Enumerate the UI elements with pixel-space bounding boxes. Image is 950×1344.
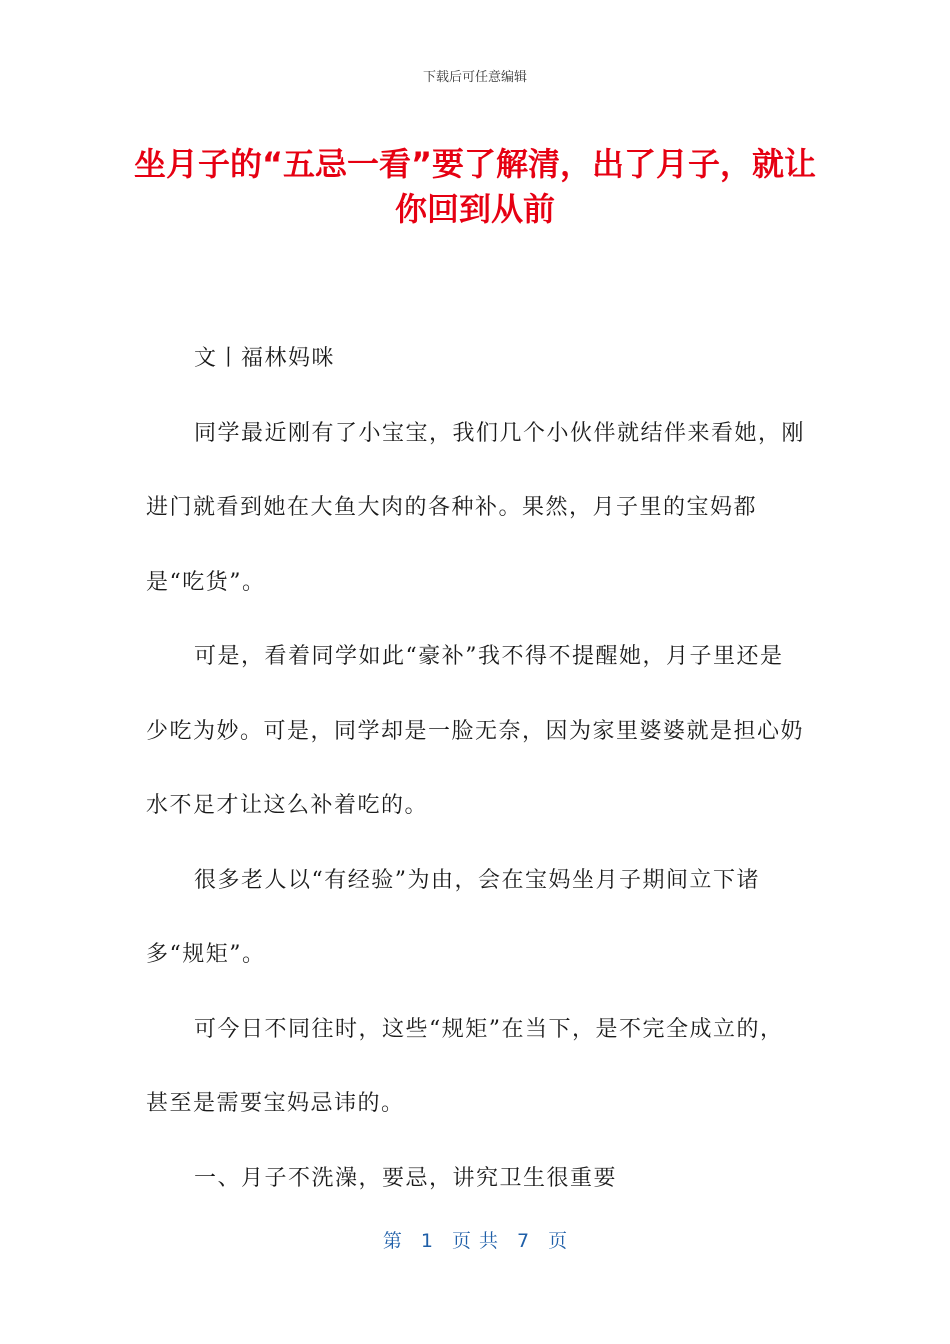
section-heading-1: 一、月子不洗澡，要忌，讲究卫生很重要 (194, 1165, 618, 1191)
document-title: 坐月子的“五忌一看”要了解清，出了月子，就让你回到从前 (133, 145, 817, 228)
page-number: 第 1 页 共 7 页 (382, 1230, 568, 1252)
paragraph-1: 同学最近刚有了小宝宝，我们几个小伙伴就结伴来看她，刚进门就看到她在大鱼大肉的各种补。果然，月子里的宝妈都是“吃货”。 (146, 420, 806, 595)
paragraph-3: 很多老人以“有经验”为由，会在宝妈坐月子期间立下诸多“规矩”。 (146, 867, 760, 967)
paragraph-2: 可是，看着同学如此“豪补”我不得不提醒她，月子里还是少吃为妙。可是，同学却是一脸无奈，因为家里婆婆就是担心奶水不足才让这么补着吃的。 (146, 644, 805, 818)
header-note: 下载后可任意编辑 (422, 70, 527, 85)
paragraph-4: 可今日不同往时，这些“规矩”在当下，是不完全成立的，甚至是需要宝妈忌讳的。 (146, 1016, 784, 1116)
author-line: 文丨福林妈咪 (194, 346, 336, 371)
document-body (146, 322, 806, 1216)
